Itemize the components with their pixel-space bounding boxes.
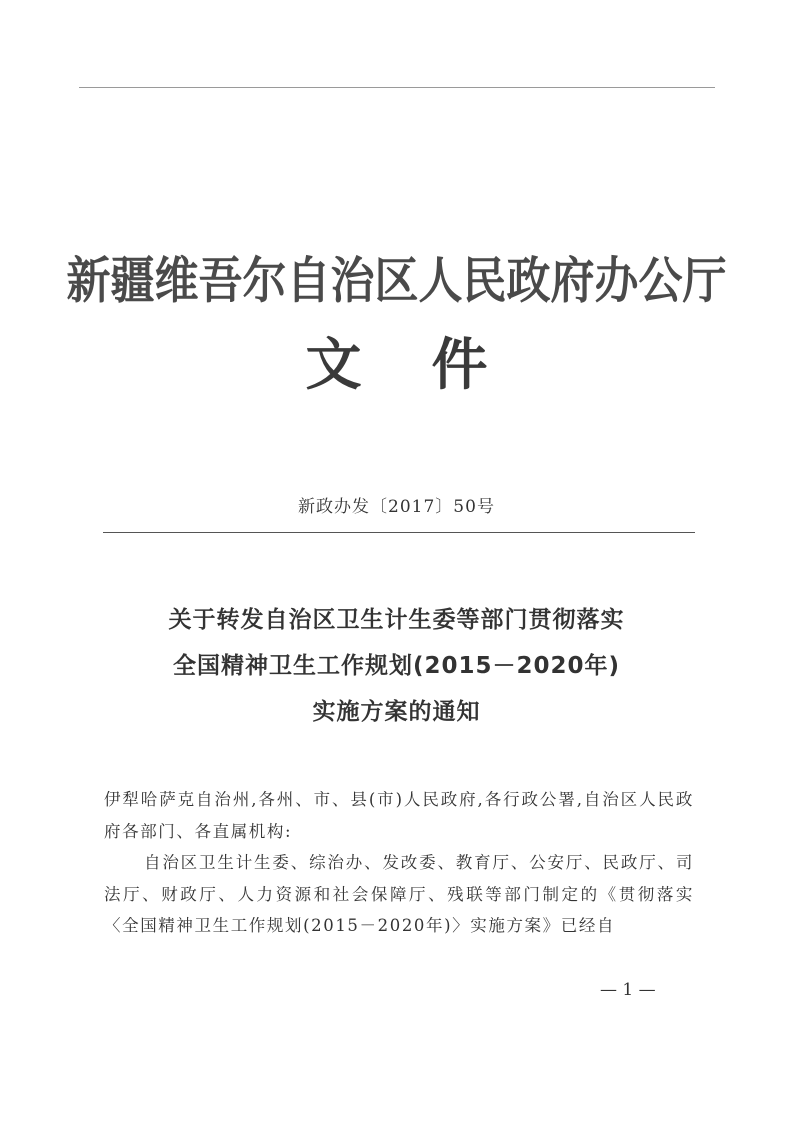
page-number: — 1 — [600,980,656,1000]
document-body [104,784,694,942]
top-divider [79,87,715,88]
recipients-paragraph: 伊犁哈萨克自治州,各州、市、县(市)人民政府,各行政公署,自治区人民政府各部门、各直属机构: [104,790,694,841]
title-line-3: 实施方案的通知 [312,699,481,725]
document-number: 新政办发〔2017〕50号 [298,497,495,517]
title-line-1: 关于转发自治区卫生计生委等部门贯彻落实 [168,607,625,633]
header-divider [103,532,695,533]
document-type-heading: 文件 [305,333,558,398]
title-line-2: 全国精神卫生工作规划(2015－2020年) [172,653,621,679]
issuing-authority: 新疆维吾尔自治区人民政府办公厅 [66,252,727,310]
document-title [0,597,793,735]
body-paragraph: 自治区卫生计生委、综治办、发改委、教育厅、公安厅、民政厅、司法厅、财政厅、人力资源和社会保障厅、残联等部门制定的《贯彻落实〈全国精神卫生工作规划(2015－2020年)〉实施方案》已经自 [104,853,694,935]
